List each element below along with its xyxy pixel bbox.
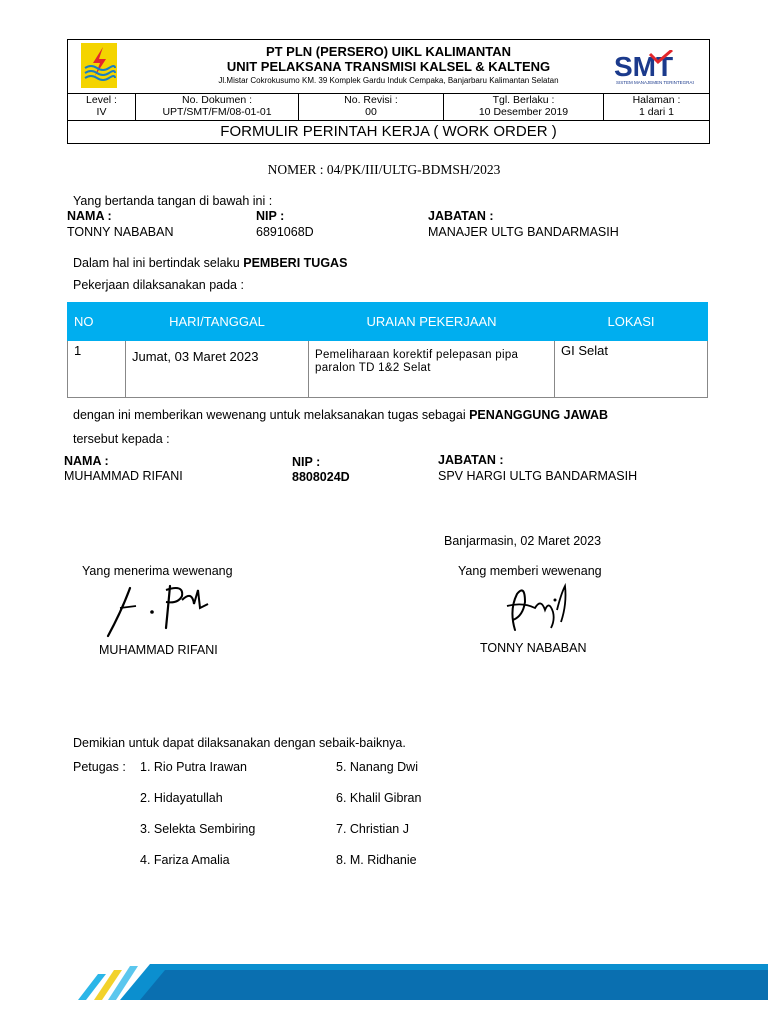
org-address: Jl.Mistar Cokrokusumo KM. 39 Komplek Gardu Induk Cempaka, Banjarbaru Kalimantan Selatan [218,76,559,85]
authorization-text-2: tersebut kepada : [73,432,170,446]
list-item: 2. Hidayatullah [140,791,223,805]
giver-position: MANAJER ULTG BANDARMASIH [428,225,619,239]
giver-sign-name: TONNY NABABAN [480,641,587,655]
table-header-row [68,303,708,341]
meta-revision: No. Revisi : 00 [299,93,444,120]
svg-text:SMT: SMT [614,51,674,82]
form-title: FORMULIR PERINTAH KERJA ( WORK ORDER ) [220,123,557,140]
cell-no: 1 [68,341,126,398]
header-top [68,40,709,94]
receiver-name-label: NAMA : [64,454,109,468]
org-name-line1: PT PLN (PERSERO) UIKL KALIMANTAN [265,44,512,59]
work-order-table [67,302,708,398]
org-name-line2: UNIT PELAKSANA TRANSMISI KALSEL & KALTENG [226,59,551,74]
receiver-nip: 8808024D [292,470,350,484]
intro-text: Yang bertanda tangan di bawah ini : [73,194,273,208]
col-header-no: NO [68,303,126,341]
role-statement [73,256,347,270]
authorization-statement [73,408,608,422]
giver-position-label: JABATAN : [428,209,494,223]
list-item: 7. Christian J [336,822,409,836]
list-item: 4. Fariza Amalia [140,853,230,867]
receiver-position-label: JABATAN : [438,453,504,467]
giver-nip-label: NIP : [256,209,285,223]
list-item: 1. Rio Putra Irawan [140,760,247,774]
cell-location: GI Selat [555,341,708,398]
place-date: Banjarmasin, 02 Maret 2023 [444,534,602,548]
document-number: NOMER : 04/PK/III/ULTG-BDMSH/2023 [267,162,501,177]
receiver-nip-label: NIP : [292,455,321,469]
cell-date: Jumat, 03 Maret 2023 [126,341,309,398]
role-name: PEMBERI TUGAS [243,256,348,270]
col-header-date: HARI/TANGGAL [126,303,309,341]
document-meta-row [68,93,709,121]
meta-effective-date: Tgl. Berlaku : 10 Desember 2019 [444,93,604,120]
meta-doc-number: No. Dokumen : UPT/SMT/FM/08-01-01 [136,93,299,120]
smt-logo-icon [610,50,694,86]
petugas-label: Petugas : [73,760,126,774]
table-row [68,341,708,398]
col-header-location: LOKASI [555,303,708,341]
giver-name: TONNY NABABAN [67,225,174,239]
role-prefix: Dalam hal ini bertindak selaku [73,256,244,270]
document-header [67,39,710,144]
giver-name-label: NAMA : [67,209,112,223]
list-item: 3. Selekta Sembiring [140,822,256,836]
list-item: 5. Nanang Dwi [336,760,418,774]
list-item: 8. M. Ridhanie [336,853,417,867]
receiver-sign-name: MUHAMMAD RIFANI [99,643,218,657]
work-intro: Pekerjaan dilaksanakan pada : [73,278,244,292]
giver-nip: 6891068D [256,225,314,239]
col-header-description: URAIAN PEKERJAAN [309,303,555,341]
cell-description: Pemeliharaan korektif pelepasan pipa paralon TD 1&2 Selat [309,341,555,398]
closing-text: Demikian untuk dapat dilaksanakan dengan sebaik-baiknya. [73,736,406,750]
receiver-sign-caption: Yang menerima wewenang [82,564,233,578]
giver-signature-icon [495,580,585,640]
list-item: 6. Khalil Gibran [336,791,422,805]
footer-decoration [0,960,768,1000]
receiver-signature-icon [100,580,220,640]
meta-page: Halaman : 1 dari 1 [632,94,681,118]
receiver-name: MUHAMMAD RIFANI [64,469,183,483]
svg-text:SISTEM MANAJEMEN TERINTEGRASI: SISTEM MANAJEMEN TERINTEGRASI [616,80,694,85]
giver-sign-caption: Yang memberi wewenang [458,564,602,578]
authorization-text: dengan ini memberikan wewenang untuk melaksanakan tugas sebagai [73,408,470,422]
receiver-position: SPV HARGI ULTG BANDARMASIH [438,469,638,483]
authorization-role: PENANGGUNG JAWAB [469,408,608,422]
meta-level: Level : IV [68,93,136,120]
